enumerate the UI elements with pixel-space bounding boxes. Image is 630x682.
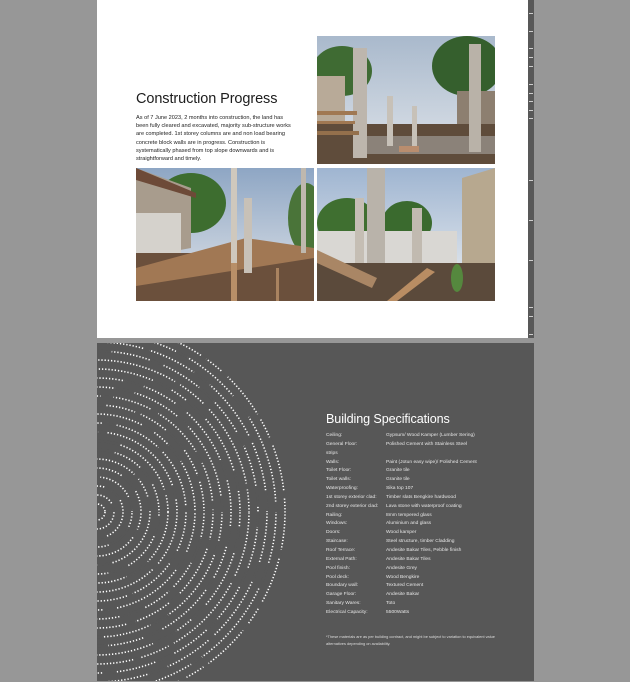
spec-value: Granite tile (386, 477, 410, 483)
spec-label: Toilet Floor: (326, 468, 352, 474)
spec-value: 8mm tempered glass (386, 512, 432, 518)
spec-value: Toto (386, 601, 396, 607)
page-building-specifications (97, 343, 534, 681)
spec-row (326, 432, 526, 441)
spec-row (326, 441, 526, 450)
spec-row (326, 459, 526, 468)
spec-row (326, 529, 526, 538)
dotted-arc (97, 378, 231, 646)
spec-value: Polished Cement with Stainless Steel (386, 441, 468, 447)
arc-gap (97, 432, 177, 592)
spec-row (326, 565, 526, 574)
spec-value: 5500Watts (386, 609, 410, 615)
spec-label: Toilet walls: (326, 477, 352, 483)
spec-label: External Path: (326, 556, 357, 562)
spec-row (326, 582, 526, 591)
spec-row (326, 476, 526, 485)
spec-label: Garage Floor: (326, 592, 357, 598)
dotted-arc (97, 360, 249, 664)
spec-value: Andesite Bakar Tiles (386, 556, 431, 562)
spec-row (326, 556, 526, 565)
spec-label: General Floor: (326, 441, 358, 447)
spec-label: Boundary wall: (326, 583, 359, 589)
spec-row (326, 467, 526, 476)
spec-value: Paint (Jotun easy wipe)/ Polished Cement (386, 459, 477, 465)
spec-row (326, 574, 526, 583)
spec-row (326, 591, 526, 600)
arc-gap (97, 468, 141, 556)
spec-label: Roof Terrace: (326, 547, 356, 553)
spec-row (326, 450, 526, 459)
spec-value: Lava stone with waterproof coating (386, 503, 462, 509)
spec-row (326, 520, 526, 529)
spec-value: Gypsum/ Wood Kamper (Lumber Sering) (386, 433, 475, 438)
arc-gap (97, 351, 258, 673)
construction-photo-3 (317, 168, 495, 301)
dotted-arc (97, 504, 105, 520)
dotted-arc (97, 486, 123, 538)
spec-label: Windows: (326, 521, 348, 527)
spec-label: Sanitary Wares: (326, 601, 361, 607)
spec-label: strips (326, 450, 338, 456)
spec-row (326, 485, 526, 494)
spec-label: Walls: (326, 459, 340, 465)
spec-value: Timber slats Bengkire hardwood (386, 494, 456, 500)
spec-value: Sika top 107 (386, 486, 414, 492)
page-title: Construction Progress (136, 91, 278, 107)
page-edge-strip (528, 0, 534, 338)
specifications-list (326, 432, 526, 618)
dotted-arc (97, 351, 258, 673)
spec-value: Andesite Bakar Tiles, Pebble finish (386, 547, 462, 553)
spec-label: Pool deck: (326, 574, 349, 580)
arc-gap (97, 343, 267, 681)
spec-row (326, 503, 526, 512)
spec-value: Granite tile (386, 468, 410, 474)
spec-row (326, 512, 526, 521)
arc-gap (97, 343, 285, 681)
spec-row (326, 494, 526, 503)
spec-row (326, 609, 526, 618)
spec-label: 2nd storey exterior clad: (326, 503, 379, 509)
spec-value: Textured Cement (386, 583, 424, 589)
spec-row (326, 538, 526, 547)
spec-label: 1st storey exterior clad: (326, 494, 377, 500)
dotted-arc (97, 343, 267, 681)
arc-gap (97, 504, 105, 520)
spec-label: Railing: (326, 512, 343, 518)
progress-paragraph: As of 7 June 2023, 2 months into construction, the land has been fully cleared and excavated, majority sub-structure works are completed. 1st storey columns are and non load bearing concrete block walls are in progress. Construction is systematically phased from top slope downwards and is straightforward and timely. (136, 115, 291, 163)
dotted-arc (97, 468, 141, 556)
construction-photo-1 (317, 36, 495, 164)
spec-value: Andesite Grey (386, 565, 417, 571)
arc-gap (97, 360, 249, 664)
construction-photo-2 (136, 168, 314, 301)
spec-value: Aluminium and glass (386, 521, 432, 527)
spec-value: Wood Bengkire (386, 574, 420, 580)
spec-value: Steel structure, timber Cladding (386, 539, 455, 545)
spec-row (326, 600, 526, 609)
dotted-arc (97, 343, 285, 681)
spec-value: Wood kamper (386, 530, 417, 536)
spec-label: Doors: (326, 530, 341, 536)
spec-value: Andesite Bakar (386, 592, 420, 598)
arc-gap (97, 378, 231, 646)
spec-label: Waterproofing: (326, 486, 358, 492)
spec-label: Electrical Capacity: (326, 609, 368, 615)
arc-gap (97, 486, 123, 538)
spec-label: Staircase: (326, 539, 348, 545)
page-construction-progress (97, 0, 528, 338)
specifications-footnote: *These materials are as per building contract, and might be subject to variation to equivalent value alternatives depending on availability. (326, 634, 495, 646)
specifications-title: Building Specifications (326, 412, 450, 426)
spec-label: Ceiling: (326, 433, 343, 438)
spec-label: Pool finish: (326, 565, 350, 571)
dotted-arc (97, 432, 177, 592)
spec-row (326, 547, 526, 556)
